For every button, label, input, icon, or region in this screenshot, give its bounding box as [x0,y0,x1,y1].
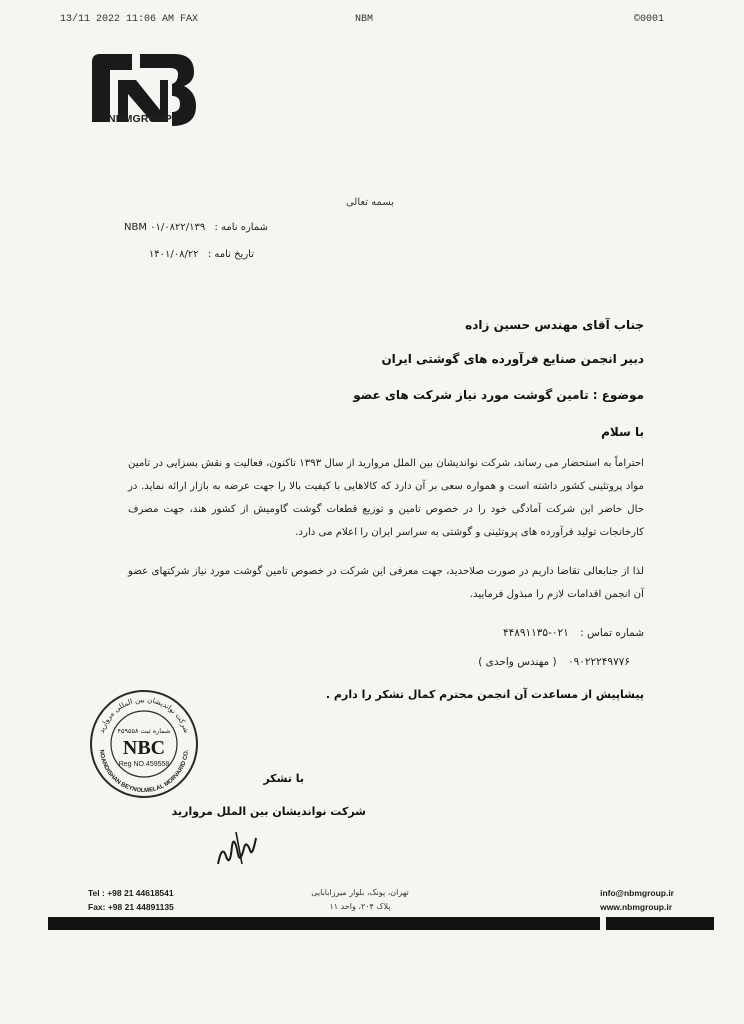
bismillah: بسمه تعالی [345,197,395,208]
body-paragraph-2: لذا از جنابعالی تقاضا داریم در صورت صلاحدید، جهت معرفی این شرکت در خصوص تامین گوشت مورد نیاز شرکتهای عضو آن انجمن اقدامات لازم را مبذول فرمایید. [128,566,644,600]
stamp-registration-en: Reg NO.459558 [118,761,170,768]
contact-phone-line [503,627,644,639]
footer-website: www.nbmgroup.ir [600,902,673,912]
letter-date-label: تاریخ نامه : [207,249,254,260]
footer-address [290,886,430,914]
stamp-outer-text-en: NOANDISHAN BEYNOLMELAL MORVARID CO. [97,749,190,795]
contact-label: شماره تماس : [580,627,644,639]
footer-web [600,886,674,914]
footer-phones [88,886,174,914]
footer-tel: Tel : +98 21 44618541 [88,888,174,898]
letter-number-value: NBM ۰۱/۰۸۲۲/۱۳۹ [124,222,206,233]
fax-sender: NBM [355,14,374,25]
letter-date-value: ۱۴۰۱/۰۸/۲۲ [148,249,199,260]
stamp-outer-text: شرکت نواندیشان بین المللی مروارید [96,694,192,735]
recipient-title: دبیر انجمن صنایع فرآورده های گوشتی ایران [381,352,644,366]
fax-datetime: 13/11 2022 11:06 AM FAX [60,14,199,25]
footer-fax: Fax: +98 21 44891135 [88,902,174,912]
recipient-name: جناب آقای مهندس حسین زاده [465,318,644,332]
contact-phone: ۰۲۱-۴۴۸۹۱۱۳۵ [502,627,569,639]
footer-address-line-1: تهران، پونک، بلوار میرزابابایی [311,888,409,897]
letter-number [124,222,268,233]
contact-mobile-line [478,656,630,668]
closing-company: شرکت نواندیشان بین الملل مروارید [171,805,366,818]
footer-bar-gap [600,917,606,930]
letter-date [149,249,254,260]
closing-regards: با تشکر [263,772,304,785]
thanks-line: پیشاپیش از مساعدت آن انجمن محترم کمال تشکر را دارم . [325,688,644,701]
footer-email: info@nbmgroup.ir [600,888,674,898]
fax-header [60,14,664,30]
company-stamp-icon [88,688,200,800]
greeting: با سلام [601,425,644,439]
stamp-center-text: NBC [122,737,166,759]
letter-subject: موضوع : تامین گوشت مورد نیاز شرکت های عضو [353,388,644,402]
footer-bar [48,917,714,930]
footer-address-line-2: پلاک ۲۰۴، واحد ۱۱ [329,902,391,911]
body-paragraph-1: احتراماً به استحضار می رساند، شرکت نواندیشان بین الملل مروارید از سال ۱۳۹۳ تاکنون، فعالیت و نقش بسزایی در تامین مواد پروتئینی کشور داشته است و همواره سعی بر آن دارد که کالاهایی با کیفیت بالا را جهت عرضه به بازار ارائه نماید. در حال حاضر این شرکت آمادگی خود را در خصوص تامین و توزیع قطعات گوشت گاومیش از کشور هند، جهت مصرف کارخانجات تولید فرآورده های پروتئینی و گوشتی به سراسر ایران را اعلام می دارد. [128,458,644,538]
letter-number-label: شماره نامه : [214,222,268,233]
contact-mobile: ۰۹۰۲۲۲۴۹۷۷۶ [567,656,630,668]
fax-page-number: ©0001 [633,14,664,25]
stamp-registration-fa: شماره ثبت ۴۵۹۵۵۸ [117,727,171,735]
logo-wordmark: NBMGROUP [108,113,173,125]
contact-person: ( مهندس واحدی ) [478,656,557,668]
signature-icon [212,824,262,874]
